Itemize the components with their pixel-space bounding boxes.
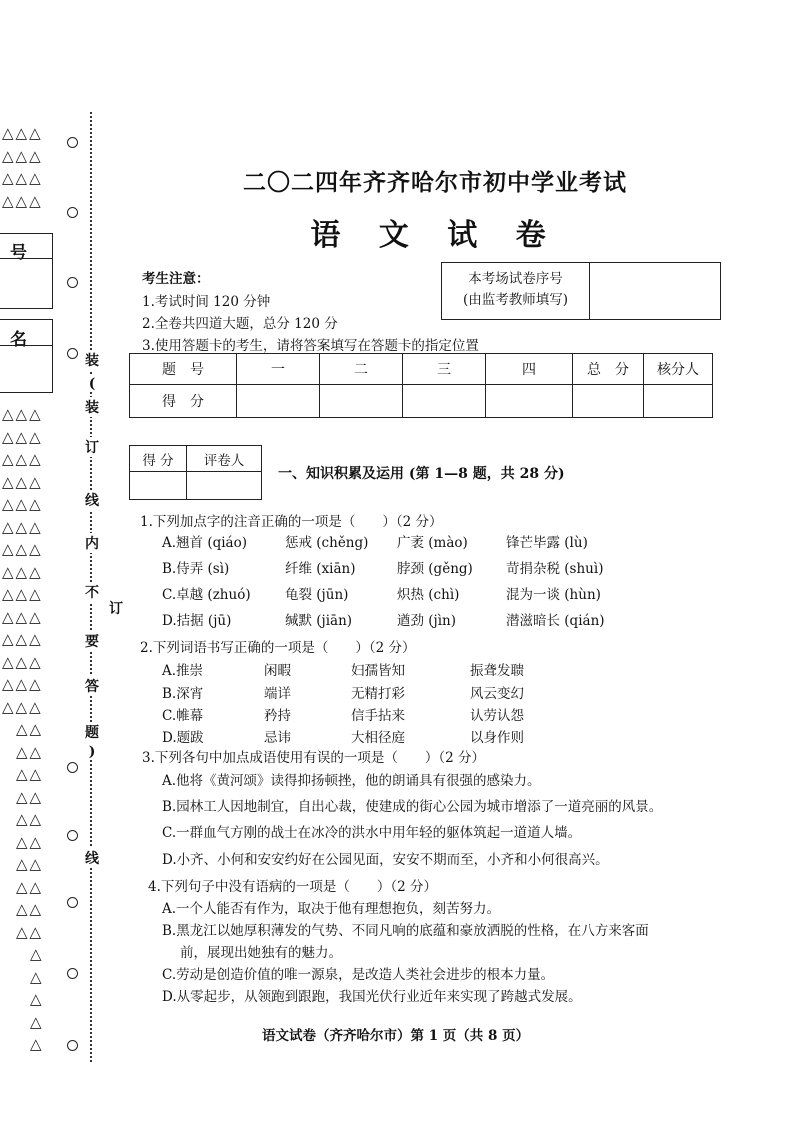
- grader-name-cell[interactable]: [187, 472, 262, 500]
- option-text: 忌讳: [264, 730, 291, 746]
- option-text: 以身作则: [470, 730, 524, 746]
- notes-item: 2.全卷共四道大题，总分 120 分: [142, 316, 338, 332]
- seat-sequence-label: [442, 263, 590, 319]
- triangle-marks-bottom: △ △ △ △ △: [30, 945, 44, 1053]
- option-text: D.题跋: [162, 730, 204, 746]
- option-text: A.翘首 (qiáo): [162, 535, 248, 551]
- binding-text: 答: [84, 676, 100, 696]
- score-table: [129, 353, 713, 418]
- notes-item: 3.使用答题卡的考生，请将答案填写在答题卡的指定位置: [142, 338, 479, 354]
- subject-title: 语 文 试 卷: [310, 218, 560, 253]
- name-divider: [0, 345, 52, 346]
- option-text: B.侍弄 (sì): [162, 561, 230, 577]
- option-text: 锋芒毕露 (lù): [506, 535, 588, 551]
- score-header: 一: [237, 354, 320, 385]
- score-header: 题 号: [130, 354, 237, 385]
- question-line: B.园林工人因地制宜，自出心裁，使建成的街心公园为城市增添了一道亮丽的风景。: [162, 799, 663, 815]
- seat-sequence-box: [441, 262, 721, 320]
- option-text: 闲暇: [264, 663, 291, 679]
- question-stem: 1.下列加点字的注音正确的一项是（ ）（2 分）: [140, 514, 443, 530]
- score-header: 三: [403, 354, 486, 385]
- question-stem: 4.下列句子中没有语病的一项是（ ）（2 分）: [148, 879, 438, 895]
- option-text: 风云变幻: [470, 686, 524, 702]
- binding-text: 订: [84, 437, 100, 457]
- option-text: C.帷幕: [162, 708, 204, 724]
- question-line: B.黑龙江以她厚积薄发的气势、不同凡响的底蕴和豪放洒脱的性格，在八方来客面: [162, 923, 649, 939]
- question-stem: 2.下列词语书写正确的一项是（ ）（2 分）: [140, 640, 416, 656]
- score-header: 二: [320, 354, 403, 385]
- section-title: 一、知识积累及运用 (第 1—8 题，共 28 分): [278, 466, 565, 482]
- option-text: C.卓越 (zhuó): [162, 587, 251, 603]
- seat-sequence-label-line: (由监考教师填写): [462, 292, 569, 308]
- option-text: 潜滋暗长 (qián): [506, 613, 605, 629]
- triangle-marks-lower: △△ △△ △△ △△ △△ △△ △△ △△ △△ △△: [16, 720, 44, 941]
- question-line: A.他将《黄河颂》读得抑扬顿挫，他的朗诵具有很强的感染力。: [162, 773, 541, 789]
- grader-name-label: 评卷人: [187, 446, 262, 472]
- binding-text: 线: [84, 848, 100, 868]
- option-text: D.拮据 (jū): [162, 613, 232, 629]
- binding-text: ): [84, 744, 100, 760]
- option-text: 无精打彩: [351, 686, 405, 702]
- option-text: 端详: [264, 686, 291, 702]
- score-cell[interactable]: [403, 385, 486, 418]
- score-cell[interactable]: [320, 385, 403, 418]
- grader-score-label: 得 分: [130, 446, 187, 472]
- option-text: 妇孺皆知: [351, 663, 405, 679]
- triangle-marks-top: △△△ △△△ △△△ △△△: [2, 124, 43, 210]
- notes-heading: 考生注意：: [142, 271, 210, 287]
- option-text: 惩戒 (chěng): [285, 535, 369, 551]
- binding-hole: [67, 277, 78, 288]
- option-text: 混为一谈 (hùn): [506, 587, 601, 603]
- page-footer: 语文试卷（齐齐哈尔市）第 1 页（共 8 页）: [262, 1028, 530, 1044]
- binding-hole: [67, 207, 78, 218]
- grader-score-cell[interactable]: [130, 472, 187, 500]
- binding-text: 要: [84, 631, 100, 651]
- score-cell[interactable]: [644, 385, 713, 418]
- option-text: 缄默 (jiān): [285, 613, 353, 629]
- score-row-label: 得 分: [130, 385, 237, 418]
- binding-hole: [67, 348, 78, 359]
- option-text: 炽热 (chì): [397, 587, 460, 603]
- binding-text: 内: [84, 533, 100, 553]
- score-header: 核分人: [644, 354, 713, 385]
- option-text: 遒劲 (jìn): [397, 613, 457, 629]
- option-text: 脖颈 (gěng): [397, 561, 473, 577]
- question-line: D.从零起步，从领跑到跟跑，我国光伏行业近年来实现了跨越式发展。: [162, 989, 582, 1005]
- binding-hole: [67, 1040, 78, 1051]
- grader-table: [129, 445, 262, 500]
- question-line: C.一群血气方刚的战士在冰冷的洪水中用年轻的躯体筑起一道道人墙。: [162, 825, 582, 841]
- score-header: 总 分: [573, 354, 644, 385]
- option-text: 苛捐杂税 (shuì): [506, 561, 604, 577]
- option-text: 信手拈来: [351, 708, 405, 724]
- binding-text: 装: [84, 350, 100, 370]
- binding-hole: [67, 762, 78, 773]
- option-text: 振聋发聩: [470, 663, 524, 679]
- exam-number-label: 号: [10, 243, 27, 263]
- option-text: 矜持: [264, 708, 291, 724]
- question-line: 前，展现出她独有的魅力。: [180, 945, 342, 961]
- option-text: 大相径庭: [351, 730, 405, 746]
- score-cell[interactable]: [237, 385, 320, 418]
- binding-text: 装: [84, 397, 100, 417]
- question-line: A.一个人能否有作为，取决于他有理想抱负，刻苦努力。: [162, 901, 501, 917]
- score-header: 四: [486, 354, 573, 385]
- option-text: 广袤 (mào): [397, 535, 468, 551]
- triangle-marks-middle: △△△ △△△ △△△ △△△ △△△ △△△ △△△ △△△ △△△ △△△ △△△ △△△ △△△ △△△: [2, 405, 43, 716]
- exam-number-divider: [0, 258, 52, 259]
- binding-hole: [67, 137, 78, 148]
- question-line: C.劳动是创造价值的唯一源泉，是改造人类社会进步的根本力量。: [162, 967, 555, 983]
- option-text: 纤维 (xiān): [285, 561, 356, 577]
- notes-item: 1.考试时间 120 分钟: [142, 294, 271, 310]
- binding-text: 题: [84, 722, 100, 742]
- question-line: D.小齐、小何和安安约好在公园见面，安安不期而至，小齐和小何很高兴。: [162, 852, 609, 868]
- seat-sequence-label-line: 本考场试卷序号: [468, 271, 563, 287]
- exam-title: 二〇二四年齐齐哈尔市初中学业考试: [243, 169, 627, 196]
- binding-hole: [67, 897, 78, 908]
- binding-text: (: [84, 376, 100, 392]
- binding-hole: [67, 830, 78, 841]
- question-stem: 3.下列各句中加点成语使用有误的一项是（ ）（2 分）: [142, 750, 486, 766]
- binding-text: 订: [108, 598, 124, 618]
- option-text: B.深宵: [162, 686, 204, 702]
- option-text: 认劳认怨: [470, 708, 524, 724]
- binding-hole: [67, 968, 78, 979]
- name-label: 名: [10, 330, 27, 350]
- option-text: A.推崇: [162, 663, 204, 679]
- binding-text: 线: [84, 490, 100, 510]
- binding-text: 不: [84, 582, 100, 602]
- score-cell[interactable]: [486, 385, 573, 418]
- option-text: 龟裂 (jūn): [285, 587, 349, 603]
- score-cell[interactable]: [573, 385, 644, 418]
